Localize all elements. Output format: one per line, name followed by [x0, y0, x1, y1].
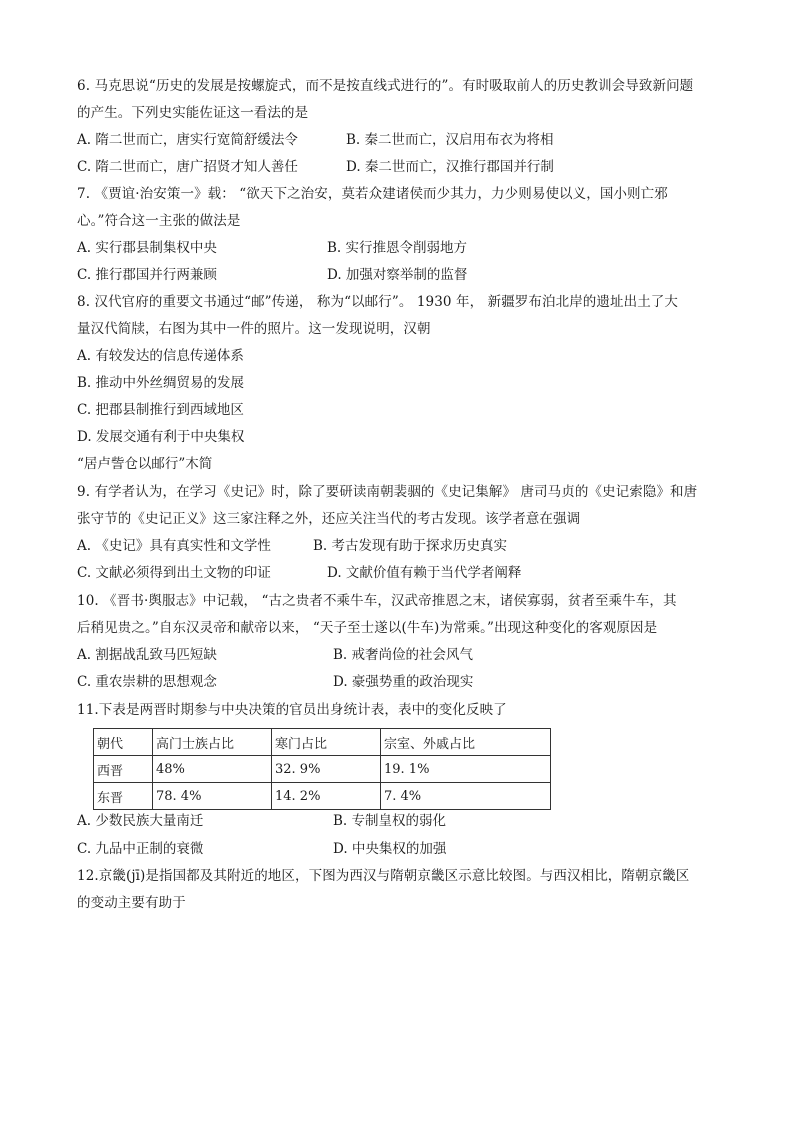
q8-image-caption: “居卢訾仓以邮行”木简 — [77, 456, 213, 472]
table-cell: 东晋 — [94, 783, 153, 810]
q11-option-b: B. 专制皇权的弱化 — [333, 813, 447, 829]
q12-stem-line1: 12.京畿(jī)是指国都及其附近的地区，下图为西汉与隋朝京畿区示意比较图。与西汉相比，隋朝京畿区 — [77, 868, 690, 884]
table-row — [94, 756, 551, 783]
q8-option-b: B. 推动中外丝绸贸易的发展 — [77, 375, 245, 391]
table-header-cell: 寒门占比 — [272, 729, 381, 756]
table-header-cell: 朝代 — [94, 729, 153, 756]
table-header-cell: 高门士族占比 — [153, 729, 272, 756]
q10-stem-line2: 后稍见贵之。”自东汉灵帝和献帝以来， “天子至士遂以(牛车)为常乘。”出现这种变化的客观原因是 — [77, 620, 658, 636]
q9-option-b: B. 考古发现有助于探求历史真实 — [313, 538, 508, 554]
q7-stem-line1: 7. 《贾谊·治安策一》载： “欲天下之治安，莫若众建诸侯而少其力，力少则易使以义，国小则亡邪 — [77, 186, 668, 202]
table-cell: 7. 4% — [381, 783, 551, 810]
table-cell: 78. 4% — [153, 783, 272, 810]
q12-stem-line2: 的变动主要有助于 — [77, 895, 186, 911]
q9-option-a: A. 《史记》具有真实性和文学性 — [77, 538, 271, 554]
q7-option-d: D. 加强对察举制的监督 — [327, 267, 468, 283]
q9-option-d: D. 文献价值有赖于当代学者阐释 — [327, 565, 522, 581]
table-cell: 19. 1% — [381, 756, 551, 783]
q10-option-c: C. 重农崇耕的思想观念 — [77, 674, 217, 690]
q6-stem-line1: 6. 马克思说“历史的发展是按螺旋式，而不是按直线式进行的”。有时吸取前人的历史教训会导致新问题 — [77, 78, 694, 94]
table-cell: 48% — [153, 756, 272, 783]
table-cell: 西晋 — [94, 756, 153, 783]
table-header-cell: 宗室、外戚占比 — [381, 729, 551, 756]
q9-stem-line1: 9. 有学者认为，在学习《史记》时，除了要研读南朝裴骃的《史记集解》 唐司马贞的《史记索隐》和唐 — [77, 484, 698, 500]
q8-option-a: A. 有较发达的信息传递体系 — [77, 348, 244, 364]
q11-option-c: C. 九品中正制的衰微 — [77, 841, 204, 857]
q9-option-c: C. 文献必须得到出土文物的印证 — [77, 565, 271, 581]
q9-stem-line2: 张守节的《史记正义》这三家注释之外，还应关注当代的考古发现。该学者意在强调 — [77, 511, 581, 527]
table-header-row — [94, 729, 551, 756]
q6-option-b: B. 秦二世而亡，汉启用布衣为将相 — [346, 132, 554, 148]
q7-option-c: C. 推行郡国并行两兼顾 — [77, 267, 217, 283]
q6-stem-line2: 的产生。下列史实能佐证这一看法的是 — [77, 105, 309, 121]
q10-option-a: A. 割据战乱致马匹短缺 — [77, 647, 217, 663]
q8-stem-line1: 8. 汉代官府的重要文书通过“邮”传递， 称为“以邮行”。 1930 年， 新疆罗布泊北岸的遗址出土了大 — [77, 294, 678, 310]
q6-option-c: C. 隋二世而亡，唐广招贤才知人善任 — [77, 159, 298, 175]
q8-stem-line2: 量汉代简牍，右图为其中一件的照片。这一发现说明，汉朝 — [77, 321, 431, 337]
q10-option-d: D. 豪强势重的政治现实 — [333, 674, 474, 690]
q6-option-a: A. 隋二世而亡，唐实行宽简舒缓法令 — [77, 132, 298, 148]
q10-option-b: B. 戒奢尚俭的社会风气 — [333, 647, 474, 663]
q8-option-c: C. 把郡县制推行到西域地区 — [77, 402, 244, 418]
q7-option-b: B. 实行推恩令削弱地方 — [327, 240, 468, 256]
q7-option-a: A. 实行郡县制集权中央 — [77, 240, 217, 256]
q8-option-d: D. 发展交通有利于中央集权 — [77, 429, 245, 445]
q6-option-d: D. 秦二世而亡，汉推行郡国并行制 — [346, 159, 554, 175]
q11-option-d: D. 中央集权的加强 — [333, 841, 447, 857]
table-row — [94, 783, 551, 810]
table-cell: 32. 9% — [272, 756, 381, 783]
q11-stem-line1: 11.下表是两晋时期参与中央决策的官员出身统计表，表中的变化反映了 — [77, 702, 507, 718]
q11-statistics-table — [93, 728, 551, 810]
q10-stem-line1: 10. 《晋书·舆服志》中记载， “古之贵者不乘牛车，汉武帝推恩之末，诸侯寡弱，贫者至乘牛车，其 — [77, 593, 677, 609]
q11-option-a: A. 少数民族大量南迁 — [77, 813, 204, 829]
q7-stem-line2: 心。”符合这一主张的做法是 — [77, 213, 241, 229]
table-cell: 14. 2% — [272, 783, 381, 810]
